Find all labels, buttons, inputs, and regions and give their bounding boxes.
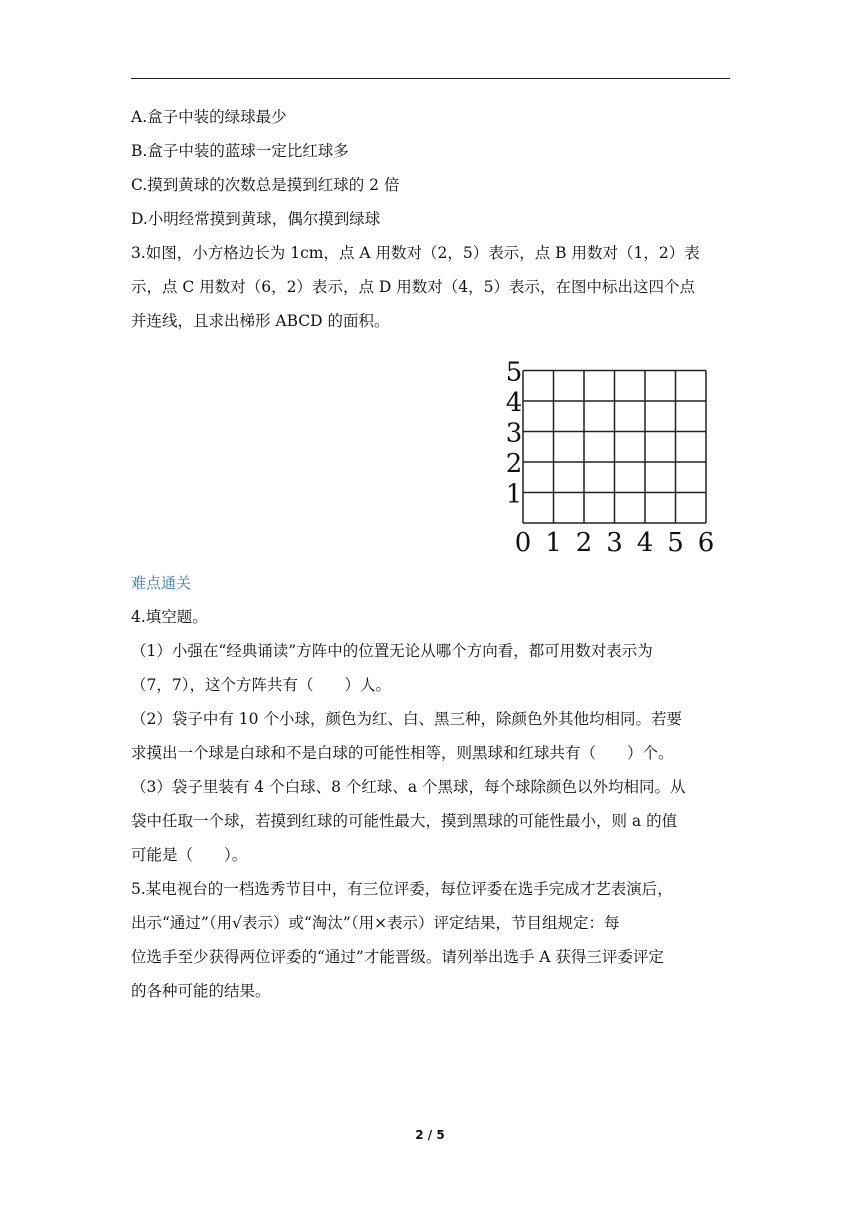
option-a: A.盒子中装的绿球最少 — [131, 108, 287, 126]
section-title: 难点通关 — [131, 574, 192, 592]
question-4-part-1-line-1: （1）小强在“经典诵读”方阵中的位置无论从哪个方向看，都可用数对表示为 — [131, 642, 653, 660]
question-4-part-3-line-1: （3）袋子里装有 4 个白球、8 个红球、a 个黑球，每个球除颜色以外均相同。从 — [131, 778, 686, 796]
coordinate-grid — [498, 360, 728, 560]
question-4-part-3-line-3: 可能是（ ）。 — [131, 846, 248, 864]
y-axis-label: 3 — [505, 418, 523, 449]
header-rule — [131, 78, 730, 79]
question-4-part-3-line-2: 袋中任取一个球，若摸到红球的可能性最大，摸到黑球的可能性最小，则 a 的值 — [131, 812, 678, 830]
question-3-line-1: 3.如图，小方格边长为 1cm，点 A 用数对（2，5）表示，点 B 用数对（1，2）表 — [131, 244, 700, 262]
question-5-line-4: 的各种可能的结果。 — [131, 982, 271, 1000]
question-3-line-2: 示，点 C 用数对（6，2）表示，点 D 用数对（4，5）表示，在图中标出这四个点 — [131, 278, 695, 296]
x-axis-label: 0 — [514, 528, 532, 558]
x-axis-label: 2 — [575, 528, 593, 558]
grid-labels — [506, 360, 715, 558]
x-axis-label: 3 — [606, 528, 623, 558]
x-axis-label: 4 — [636, 528, 654, 558]
question-5-line-3: 位选手至少获得两位评委的“通过”才能晋级。请列举出选手 A 获得三评委评定 — [131, 948, 664, 966]
question-4-part-2-line-2: 求摸出一个球是白球和不是白球的可能性相等，则黑球和红球共有（ ）个。 — [131, 744, 674, 762]
page-content — [131, 100, 731, 338]
option-d: D.小明经常摸到黄球，偶尔摸到绿球 — [131, 210, 381, 228]
grid-lines — [523, 371, 706, 524]
question-4-part-1-line-2: （7，7），这个方阵共有（ ）人。 — [131, 676, 391, 694]
y-axis-label: 4 — [505, 388, 523, 418]
x-axis-label: 1 — [545, 528, 562, 558]
y-axis-label: 1 — [505, 479, 523, 510]
grid-figure — [498, 360, 728, 560]
option-c: C.摸到黄球的次数总是摸到红球的 2 倍 — [131, 176, 400, 194]
lower-content — [131, 566, 731, 1008]
x-axis-label: 6 — [697, 528, 715, 558]
question-5-line-2: 出示“通过”（用√表示）或“淘汰”（用×表示）评定结果，节目组规定：每 — [131, 914, 620, 932]
question-4-part-2-line-1: （2）袋子中有 10 个小球，颜色为红、白、黑三种，除颜色外其他均相同。若要 — [131, 710, 682, 728]
question-4-title: 4.填空题。 — [131, 608, 208, 626]
question-5-line-1: 5.某电视台的一档选秀节目中，有三位评委，每位评委在选手完成才艺表演后， — [131, 880, 673, 898]
y-axis-label: 5 — [505, 360, 523, 388]
page-number: 2 / 5 — [415, 1128, 445, 1142]
x-axis-label: 5 — [667, 528, 684, 558]
y-axis-label: 2 — [505, 449, 523, 479]
question-3-line-3: 并连线，且求出梯形 ABCD 的面积。 — [131, 312, 390, 330]
option-b: B.盒子中装的蓝球一定比红球多 — [131, 142, 349, 160]
